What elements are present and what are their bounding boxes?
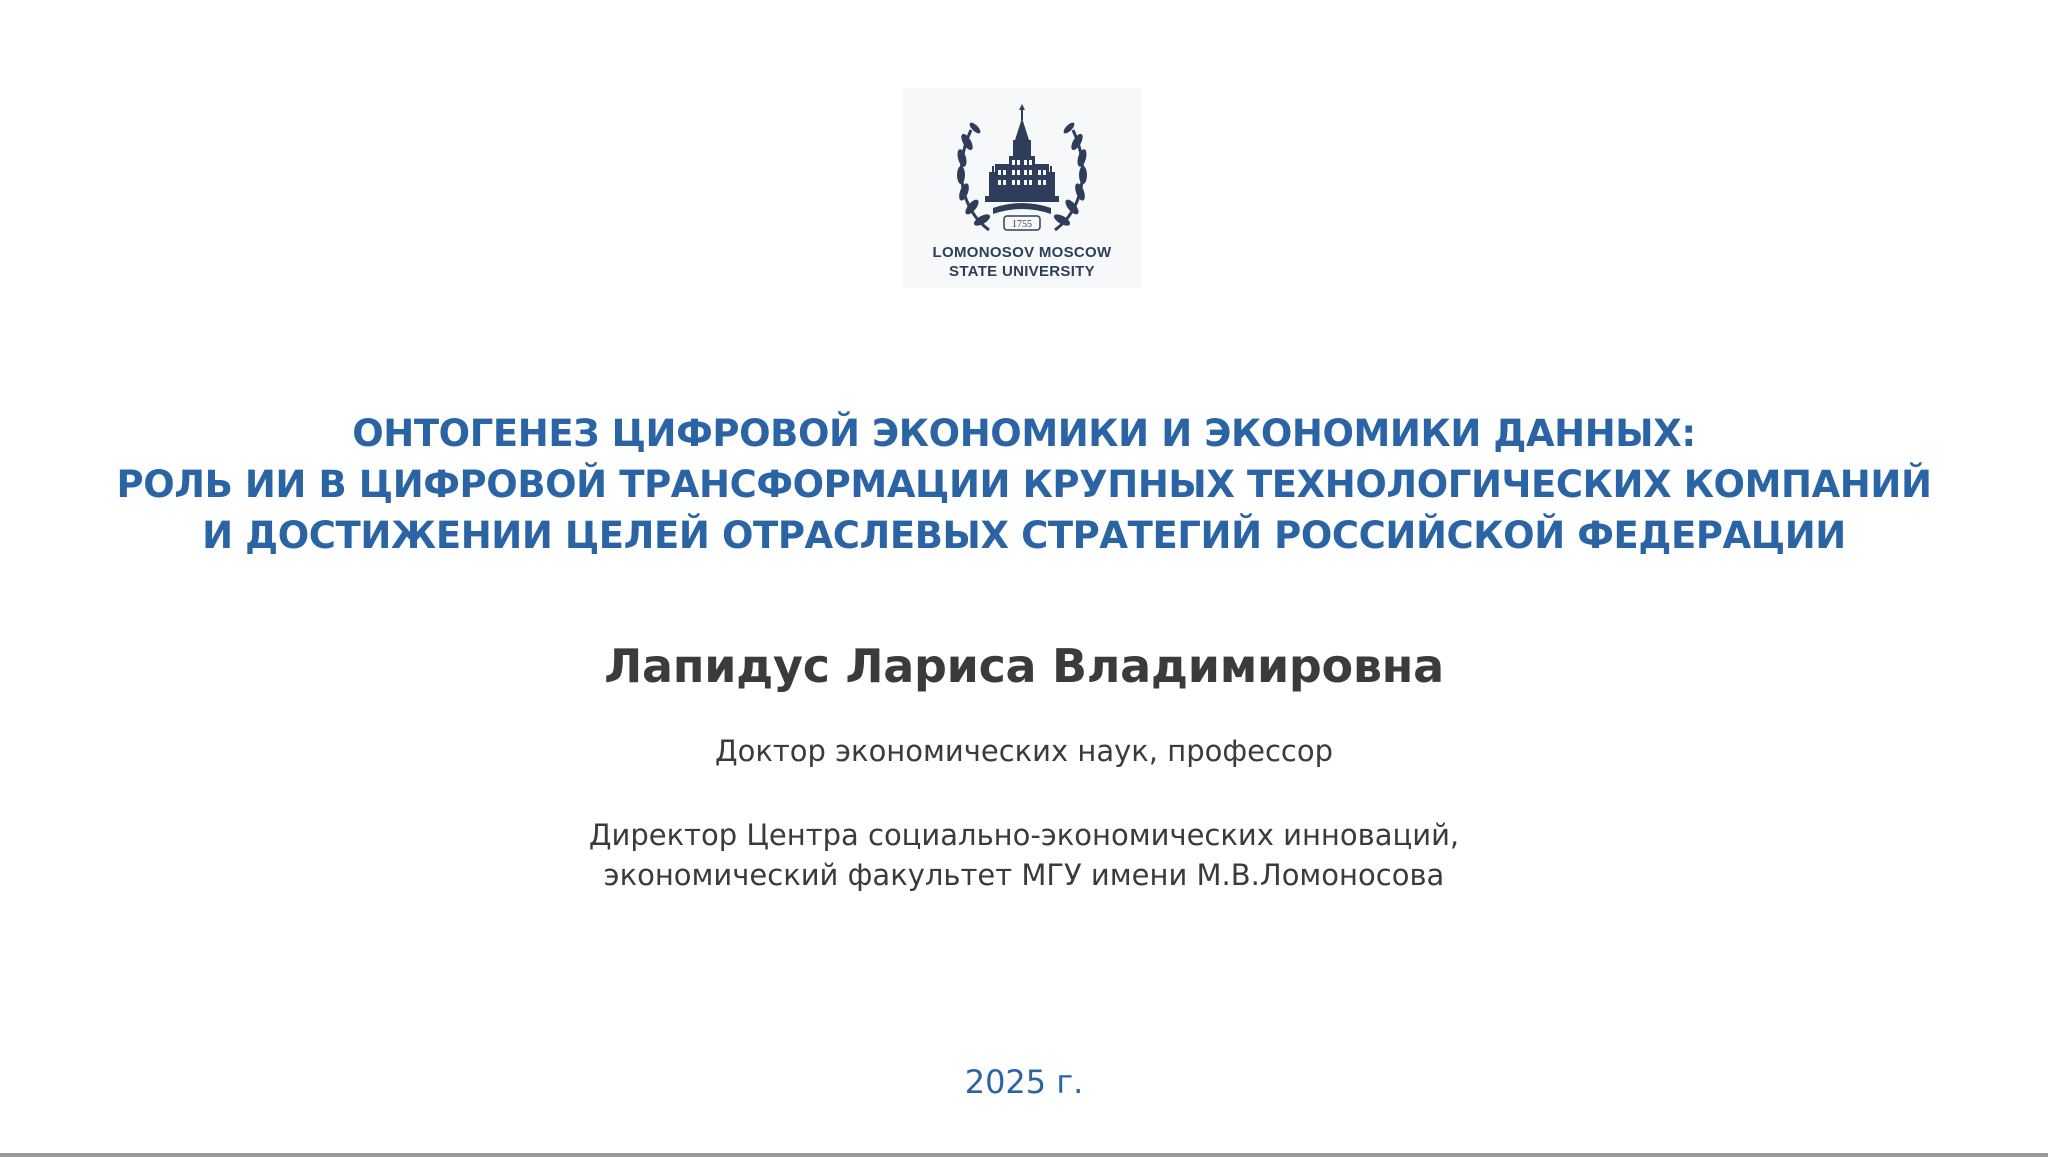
university-logo [903, 88, 1141, 288]
title-line-2: РОЛЬ ИИ В ЦИФРОВОЙ ТРАНСФОРМАЦИИ КРУПНЫХ ТЕХНОЛОГИЧЕСКИХ КОМПАНИЙ [116, 463, 1932, 506]
author-position-line-1: Директор Центра социально-экономических инноваций, [588, 818, 1460, 852]
author-position-line-2: экономический факультет МГУ имени М.В.Ломоносова [603, 858, 1445, 892]
logo-text-line1: LOMONOSOV MOSCOW [932, 244, 1112, 261]
bottom-divider [0, 1153, 2048, 1157]
presentation-title [100, 408, 1948, 561]
msu-emblem-icon [949, 98, 1095, 244]
title-line-3: И ДОСТИЖЕНИИ ЦЕЛЕЙ ОТРАСЛЕВЫХ СТРАТЕГИЙ РОССИЙСКОЙ ФЕДЕРАЦИИ [202, 514, 1846, 557]
logo-year: 1755 [1012, 219, 1032, 230]
presentation-year: 2025 г. [964, 1063, 1084, 1101]
author-position [0, 815, 2048, 895]
title-line-1: ОНТОГЕНЕЗ ЦИФРОВОЙ ЭКОНОМИКИ И ЭКОНОМИКИ ДАННЫХ: [352, 412, 1696, 455]
author-degree: Доктор экономических наук, профессор [714, 734, 1334, 768]
author-name: Лапидус Лариса Владимировна [604, 639, 1444, 693]
logo-text-line2: STATE UNIVERSITY [949, 263, 1095, 280]
